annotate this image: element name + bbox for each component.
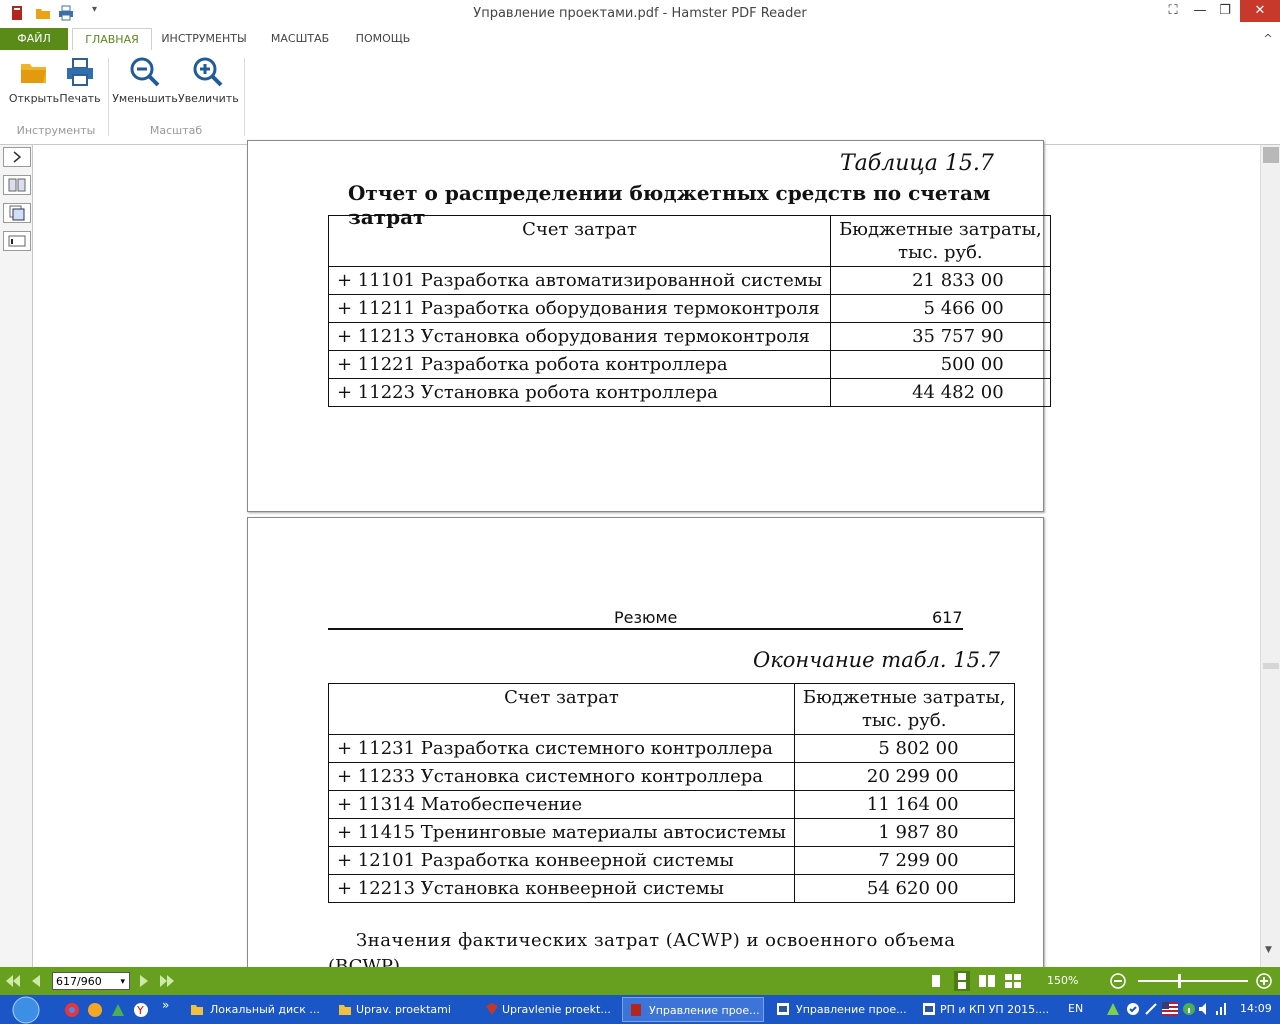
expand-panel-button[interactable]	[3, 147, 31, 167]
tab-file[interactable]: ФАЙЛ	[0, 28, 68, 50]
ribbon	[0, 50, 1280, 145]
zoom-level: 150%	[1047, 974, 1079, 987]
taskbar-item-pdf-file[interactable]: Upravlenie proekt...	[480, 997, 620, 1022]
table-row: + 11314 Матобеспечение 11 164 00	[329, 791, 1015, 819]
two-page-view-icon[interactable]	[978, 973, 996, 989]
window-title: Управление проектами.pdf - Hamster PDF Reader	[473, 6, 807, 21]
table-row: + 11101 Разработка автоматизированной системы 21 833 00	[329, 267, 1051, 295]
app-shortcut-icon[interactable]	[110, 1002, 126, 1018]
chevron-right-icon	[4, 148, 30, 166]
pdf-page-617	[247, 517, 1044, 979]
table-row: + 12101 Разработка конвеерной системы 7 299 00	[329, 847, 1015, 875]
previous-page-icon[interactable]	[28, 972, 44, 990]
document-icon	[484, 1002, 498, 1016]
table-row: + 11213 Установка оборудования термоконтроля 35 757 90	[329, 323, 1051, 351]
quick-access-dropdown-icon[interactable]: ▾	[92, 4, 98, 15]
side-panel	[0, 145, 33, 967]
chrome-icon[interactable]	[64, 1002, 80, 1018]
zoom-in-button[interactable]	[178, 56, 238, 105]
zoom-out-small-icon[interactable]	[1110, 973, 1126, 989]
group-label-scale: Масштаб	[149, 124, 203, 137]
two-page-continuous-icon[interactable]	[1004, 973, 1022, 989]
zoom-in-small-icon[interactable]	[1256, 973, 1272, 989]
zoom-out-button[interactable]	[112, 56, 178, 105]
column-header-amount: Бюджетные затраты, тыс. руб.	[831, 216, 1051, 267]
table-caption: Таблица 15.7	[840, 151, 994, 176]
body-paragraph: Значения фактических затрат (ACWP) и освоенного объема	[356, 930, 956, 951]
table-row: + 11231 Разработка системного контроллера 5 802 00	[329, 735, 1015, 763]
page-dropdown-icon[interactable]: ▾	[120, 977, 125, 987]
fullscreen-button[interactable]: ⛶	[1168, 3, 1178, 18]
table-title: Отчет о распределении бюджетных средств по счетам затрат	[348, 181, 991, 229]
taskbar-item-word-doc[interactable]: Управление прое...	[772, 997, 914, 1022]
group-separator	[108, 58, 109, 136]
column-header-amount: Бюджетные затраты, тыс. руб.	[794, 684, 1014, 735]
vertical-scrollbar[interactable]	[1260, 145, 1280, 967]
next-page-icon[interactable]	[136, 972, 152, 990]
table-header-row	[329, 216, 1051, 267]
table-row: + 12213 Установка конвеерной системы 54 620 00	[329, 875, 1015, 903]
scroll-down-arrow-icon[interactable]: ▼	[1265, 945, 1272, 955]
restore-button[interactable]: ❐	[1219, 3, 1231, 18]
network-icon[interactable]	[1214, 1002, 1228, 1016]
zoom-in-label: Увеличить	[178, 92, 239, 105]
close-button[interactable]: ✕	[1240, 0, 1280, 22]
first-page-icon[interactable]	[4, 972, 22, 990]
zoom-out-label: Уменьшить	[112, 92, 178, 105]
group-label-tools: Инструменты	[16, 124, 96, 137]
tab-help[interactable]: ПОМОЩЬ	[355, 32, 411, 45]
start-button-icon[interactable]	[8, 995, 44, 1024]
print-button[interactable]	[58, 56, 102, 105]
print-label: Печать	[59, 92, 101, 105]
taskbar-item-hamster-reader[interactable]: Управление прое...	[622, 997, 764, 1022]
table-row: + 11223 Установка робота контроллера 44 482 00	[329, 379, 1051, 407]
zoom-in-icon	[192, 56, 224, 88]
taskbar-item-local-disk[interactable]: Локальный диск ...	[186, 997, 326, 1022]
bookmarks-icon	[4, 232, 30, 250]
taskbar	[0, 995, 1280, 1024]
scrollbar-thumb[interactable]	[1263, 147, 1279, 163]
tray-app-icon[interactable]	[1106, 1002, 1120, 1016]
column-header-account: Счет затрат	[329, 216, 831, 267]
last-page-icon[interactable]	[158, 972, 176, 990]
table-header-row	[329, 684, 1015, 735]
single-page-view-icon[interactable]	[929, 973, 943, 989]
open-label: Открыть	[8, 92, 60, 105]
minimize-button[interactable]: —	[1193, 3, 1207, 18]
column-header-account: Счет затрат	[329, 684, 795, 735]
continuous-view-icon[interactable]	[954, 971, 970, 991]
tab-home[interactable]: ГЛАВНАЯ	[72, 28, 152, 52]
table-row: + 11211 Разработка оборудования термоконтроля 5 466 00	[329, 295, 1051, 323]
bookmarks-button[interactable]	[3, 231, 31, 251]
word-icon	[922, 1002, 936, 1016]
hamster-pdf-icon	[629, 1003, 643, 1017]
ribbon-collapse-icon[interactable]: ^	[1263, 32, 1273, 45]
header-rule	[328, 628, 963, 630]
more-shortcuts-icon[interactable]: »	[162, 998, 170, 1012]
yandex-icon[interactable]	[133, 1002, 149, 1018]
table-row: + 11221 Разработка робота контроллера 500 00	[329, 351, 1051, 379]
flag-icon[interactable]	[1162, 1002, 1178, 1016]
pages-icon	[4, 204, 30, 222]
table-row: + 11415 Тренинговые материалы автосистемы 1 987 80	[329, 819, 1015, 847]
zoom-slider-thumb[interactable]	[1178, 974, 1181, 988]
group-separator	[244, 58, 245, 136]
status-bar	[0, 967, 1280, 995]
thumbnails-icon	[4, 176, 30, 194]
tab-scale[interactable]: МАСШТАБ	[270, 32, 330, 45]
thumbnails-button[interactable]	[3, 175, 31, 195]
volume-icon[interactable]	[1198, 1002, 1212, 1016]
table-caption-continued: Окончание табл. 15.7	[753, 648, 1001, 672]
svg-text:Y: Y	[137, 1004, 144, 1017]
budget-table-2	[328, 683, 1015, 903]
scroll-position-marker	[1263, 663, 1279, 669]
tray-satellite-icon[interactable]	[1144, 1002, 1158, 1016]
zoom-out-icon	[129, 56, 161, 88]
open-button[interactable]	[8, 56, 60, 105]
tab-tools[interactable]: ИНСТРУМЕНТЫ	[161, 32, 247, 45]
printer-icon	[64, 56, 96, 88]
taskbar-item-word-doc-2[interactable]: РП и КП УП 2015....	[918, 997, 1060, 1022]
pages-button[interactable]	[3, 203, 31, 223]
clock: 14:09	[1240, 1002, 1272, 1015]
page-number-input[interactable]: 617/960 ▾	[52, 972, 130, 990]
pdf-page-616	[247, 140, 1044, 512]
folder-open-icon	[18, 56, 50, 88]
menu-tabs	[0, 28, 1280, 51]
budget-table-1	[328, 215, 1051, 407]
table-row: + 11233 Установка системного контроллера 20 299 00	[329, 763, 1015, 791]
language-indicator[interactable]: EN	[1068, 1002, 1084, 1015]
title-bar	[0, 0, 1280, 28]
zoom-slider[interactable]	[1138, 980, 1248, 982]
taskbar-item-folder[interactable]: Uprav. proektami	[334, 997, 474, 1022]
folder-icon	[190, 1002, 204, 1016]
info-icon[interactable]	[1182, 1002, 1196, 1016]
folder-icon	[338, 1002, 352, 1016]
page-number: 617	[932, 608, 963, 627]
browser-icon[interactable]	[87, 1002, 103, 1018]
running-header-title: Резюме	[614, 608, 678, 627]
word-icon	[776, 1002, 790, 1016]
tray-check-icon[interactable]	[1126, 1002, 1140, 1016]
